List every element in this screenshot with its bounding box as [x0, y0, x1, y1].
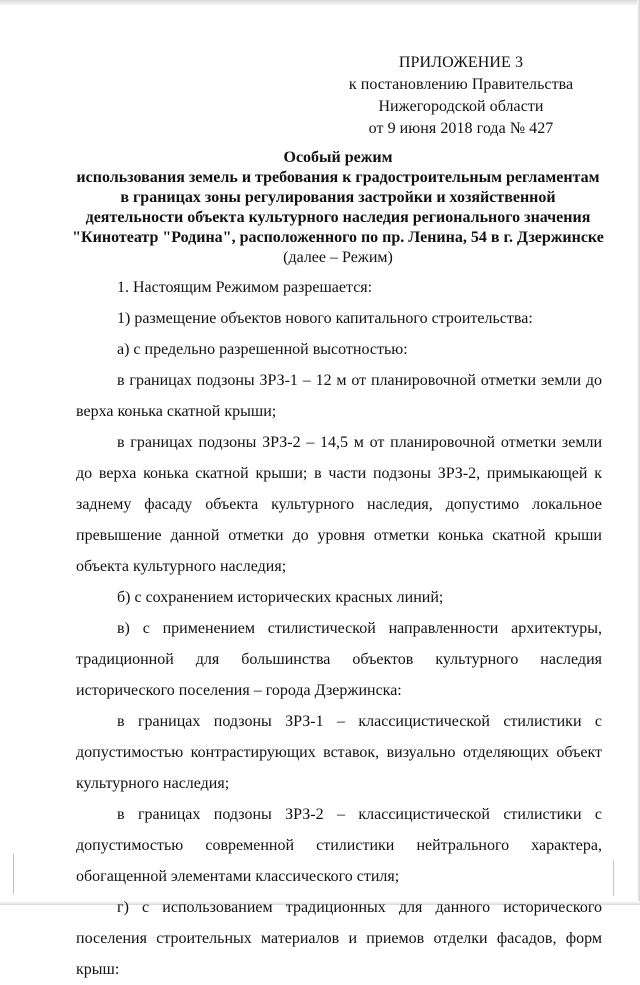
heading-line-4: деятельности объекта культурного наследия регионального значения: [85, 209, 591, 226]
paragraph-9: в границах подзоны ЗРЗ-2 – классицистической стилистики с допустимостью современной стилистики нейтрального характера, обогащенной элементами классического стиля;: [76, 806, 602, 885]
heading-line-5: "Кинотеатр "Родина", расположенного по пр. Ленина, 54 в г. Дзержинске: [72, 229, 604, 246]
paragraph-4: в границах подзоны ЗРЗ-1 – 12 м от планировочной отметки земли до верха конька скатной крыши;: [76, 372, 602, 420]
paragraph-5: в границах подзоны ЗРЗ-2 – 14,5 м от планировочной отметки земли до верха конька скатной крыши; в части подзоны ЗРЗ-2, примыкающей к заднему фасаду объекта культурного наследия, допустимо локальное превышение данной отметки до уровня отметки конька скатной крыши объекта культурного наследия;: [76, 434, 602, 575]
document-body: [76, 272, 602, 985]
appendix-line-2: Нижегородской области: [378, 98, 544, 115]
document-heading: [72, 148, 604, 268]
appendix-line-3: от 9 июня 2018 года № 427: [368, 120, 554, 137]
appendix-line-1: к постановлению Правительства: [348, 76, 574, 93]
scan-bottom-mark: [613, 860, 614, 896]
paragraph-2: 1) размещение объектов нового капитального строительства:: [117, 310, 533, 327]
heading-line-1: Особый режим: [283, 149, 393, 166]
heading-line-2: использования земель и требования к градостроительным регламентам: [76, 169, 600, 186]
paragraph-3: а) с предельно разрешенной высотностью:: [117, 341, 408, 358]
appendix-title: ПРИЛОЖЕНИЕ 3: [398, 54, 524, 71]
paragraph-6: б) с сохранением исторических красных линий;: [117, 589, 444, 606]
scan-top-edge: [0, 0, 640, 6]
paragraph-7: в) с применением стилистической направленности архитектуры, традиционной для большинства объектов культурного наследия исторического поселения – города Дзержинска:: [76, 620, 602, 699]
paragraph-8: в границах подзоны ЗРЗ-1 – классицистической стилистики с допустимостью контрастирующих вставок, визуально отделяющих объект культурного наследия;: [76, 713, 602, 792]
paragraph-1: 1. Настоящим Режимом разрешается:: [117, 279, 373, 296]
paragraph-10: г) с использованием традиционных для данного исторического поселения строительных материалов и приемов отделки фасадов, форм крыш:: [76, 899, 602, 978]
heading-line-6: (далее – Режим): [283, 249, 393, 266]
heading-line-3: в границах зоны регулирования застройки и хозяйственной: [120, 189, 556, 206]
scan-margin-mark: [13, 854, 14, 894]
